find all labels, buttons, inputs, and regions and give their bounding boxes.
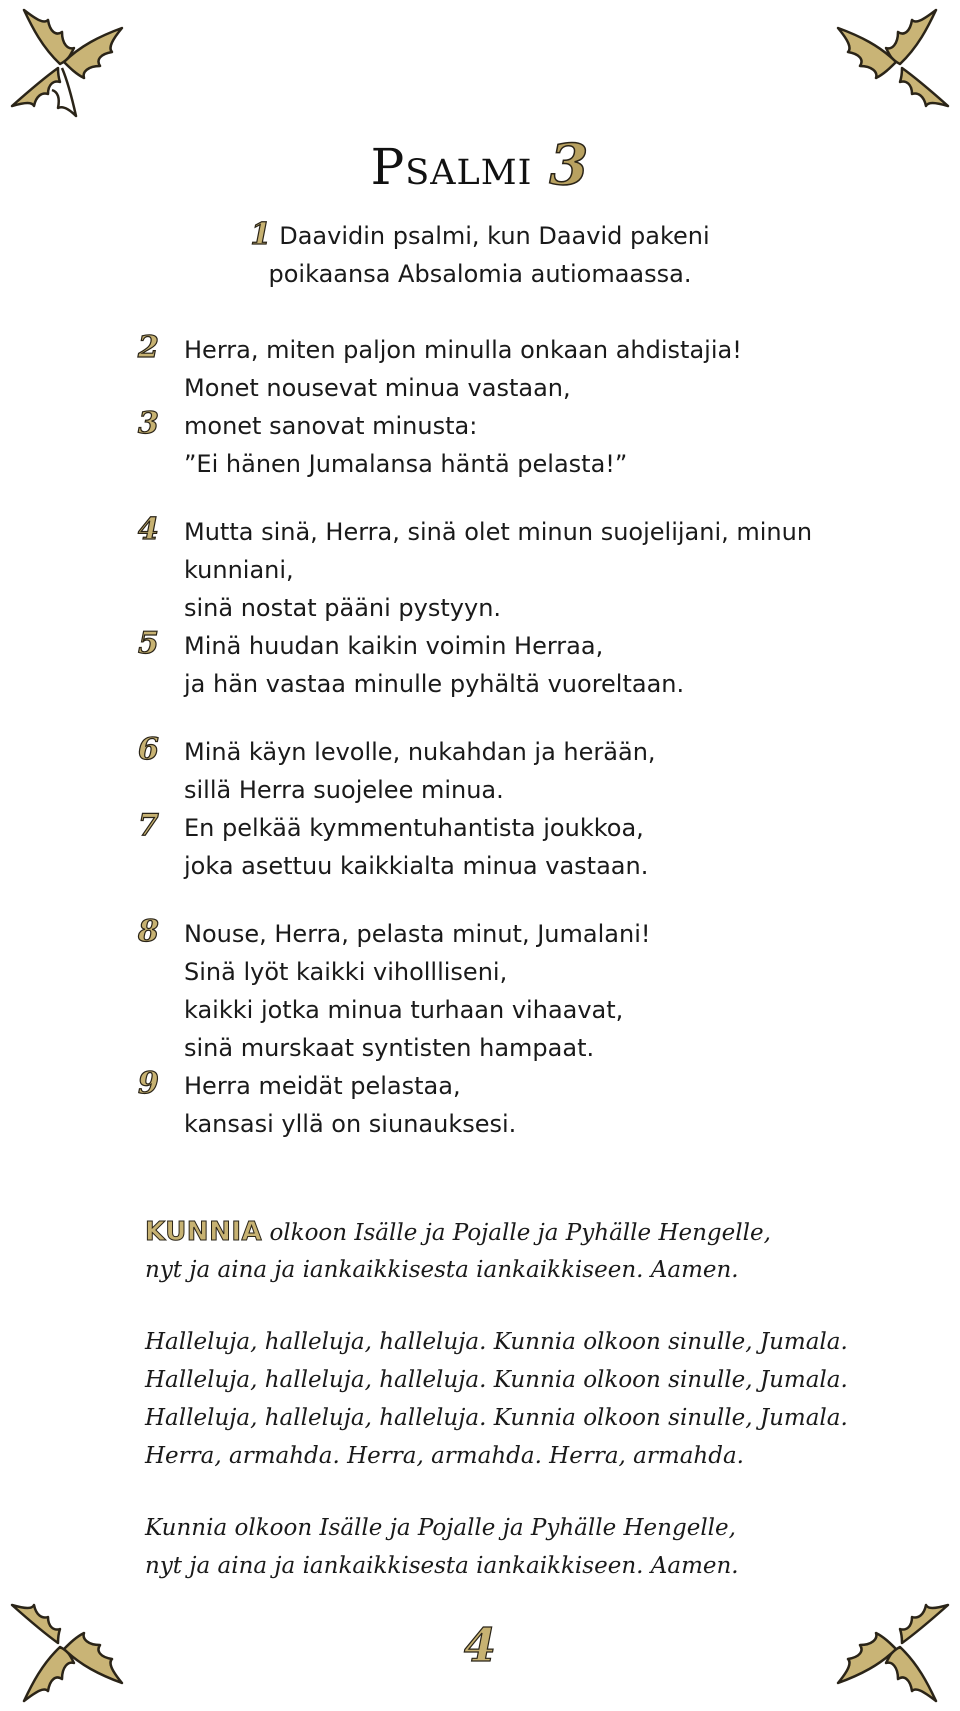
acanthus-ornament-icon xyxy=(828,2,958,122)
verse-text: Herra, miten paljon minulla onkaan ahdistajia! xyxy=(184,336,742,364)
kyrie-line: Herra, armahda. Herra, armahda. Herra, armahda. xyxy=(145,1443,744,1469)
psalm-superscription xyxy=(0,216,960,293)
verse-text: Monet nousevat minua vastaan, xyxy=(184,374,571,402)
verse-number: 3 xyxy=(138,406,159,441)
verse-number: 6 xyxy=(138,732,159,767)
acanthus-ornament-icon xyxy=(2,2,132,122)
page-number xyxy=(0,1618,960,1672)
superscription-line-2: poikaansa Absalomia autiomaassa. xyxy=(268,260,692,288)
verse-line xyxy=(138,809,938,847)
verse-text: kaikki jotka minua turhaan vihaavat, xyxy=(184,996,624,1024)
verse-number: 4 xyxy=(138,512,159,547)
verse-text: sillä Herra suojelee minua. xyxy=(184,776,504,804)
verse-text: joka asettuu kaikkialta minua vastaan. xyxy=(184,852,649,880)
verse-text: kansasi yllä on siunauksesi. xyxy=(184,1110,517,1138)
verse-text: Herra meidät pelastaa, xyxy=(184,1072,461,1100)
verse-line xyxy=(138,407,938,445)
verse-text: Nouse, Herra, pelasta minut, Jumalani! xyxy=(184,920,651,948)
superscription-line-1: Daavidin psalmi, kun Daavid pakeni xyxy=(279,222,710,250)
alleluia-line: Halleluja, halleluja, halleluja. Kunnia olkoon sinulle, Jumala. xyxy=(145,1329,848,1355)
verse-line xyxy=(138,331,938,369)
verse-text: kunniani, xyxy=(184,556,294,584)
verse-line xyxy=(138,953,938,991)
verse-line xyxy=(138,733,938,771)
verse-number: 1 xyxy=(250,217,272,252)
verse-line xyxy=(138,589,938,627)
verse-line xyxy=(138,915,938,953)
psalm-number: 3 xyxy=(549,132,590,198)
closing-line-2: nyt ja aina ja iankaikkisesta iankaikkiseen. Aamen. xyxy=(145,1553,739,1579)
verse-text: sinä nostat pääni pystyyn. xyxy=(184,594,502,622)
verse-number: 5 xyxy=(138,626,159,661)
title-text: Psalmi xyxy=(370,138,533,196)
verse-text: Minä huudan kaikin voimin Herraa, xyxy=(184,632,604,660)
verse-text: monet sanovat minusta: xyxy=(184,412,478,440)
verse-text: sinä murskaat syntisten hampaat. xyxy=(184,1034,595,1062)
verse-text: ja hän vastaa minulle pyhältä vuoreltaan. xyxy=(184,670,685,698)
verse-line xyxy=(138,551,938,589)
verse-text: ”Ei hänen Jumalansa häntä pelasta!” xyxy=(184,450,628,478)
verse-line xyxy=(138,847,938,885)
doxology xyxy=(145,1213,935,1585)
verse-line xyxy=(138,991,938,1029)
verse-number: 7 xyxy=(138,808,159,843)
verse-number: 2 xyxy=(138,330,159,365)
verse-line xyxy=(138,1105,938,1143)
doxology-line-2: nyt ja aina ja iankaikkisesta iankaikkiseen. Aamen. xyxy=(145,1257,739,1283)
verse-line xyxy=(138,665,938,703)
verse-line xyxy=(138,445,938,483)
verse-number: 8 xyxy=(138,914,159,949)
verse-line xyxy=(138,369,938,407)
verse-text: Mutta sinä, Herra, sinä olet minun suojelijani, minun xyxy=(184,518,813,546)
page-number-text: 4 xyxy=(463,1618,496,1672)
doxology-line-1 xyxy=(145,1213,935,1251)
closing-line-1: Kunnia olkoon Isälle ja Pojalle ja Pyhälle Hengelle, xyxy=(145,1515,736,1541)
verse-text: En pelkää kymmentuhantista joukkoa, xyxy=(184,814,644,842)
verse-line xyxy=(138,1067,938,1105)
verse-line xyxy=(138,1029,938,1067)
doxology-text: olkoon Isälle ja Pojalle ja Pyhälle Hengelle, xyxy=(269,1220,771,1246)
verse-text: Sinä lyöt kaikki vihollliseni, xyxy=(184,958,508,986)
alleluia-line: Halleluja, halleluja, halleluja. Kunnia olkoon sinulle, Jumala. xyxy=(145,1405,848,1431)
alleluia-line: Halleluja, halleluja, halleluja. Kunnia olkoon sinulle, Jumala. xyxy=(145,1367,848,1393)
verse-line xyxy=(138,771,938,809)
verse-text: Minä käyn levolle, nukahdan ja herään, xyxy=(184,738,656,766)
psalm-verses xyxy=(138,331,938,1143)
page-title xyxy=(0,132,960,198)
verse-line xyxy=(138,627,938,665)
verse-line xyxy=(138,513,938,551)
verse-number: 9 xyxy=(138,1066,159,1101)
kunnia-initial: KUNNIA xyxy=(145,1217,263,1247)
